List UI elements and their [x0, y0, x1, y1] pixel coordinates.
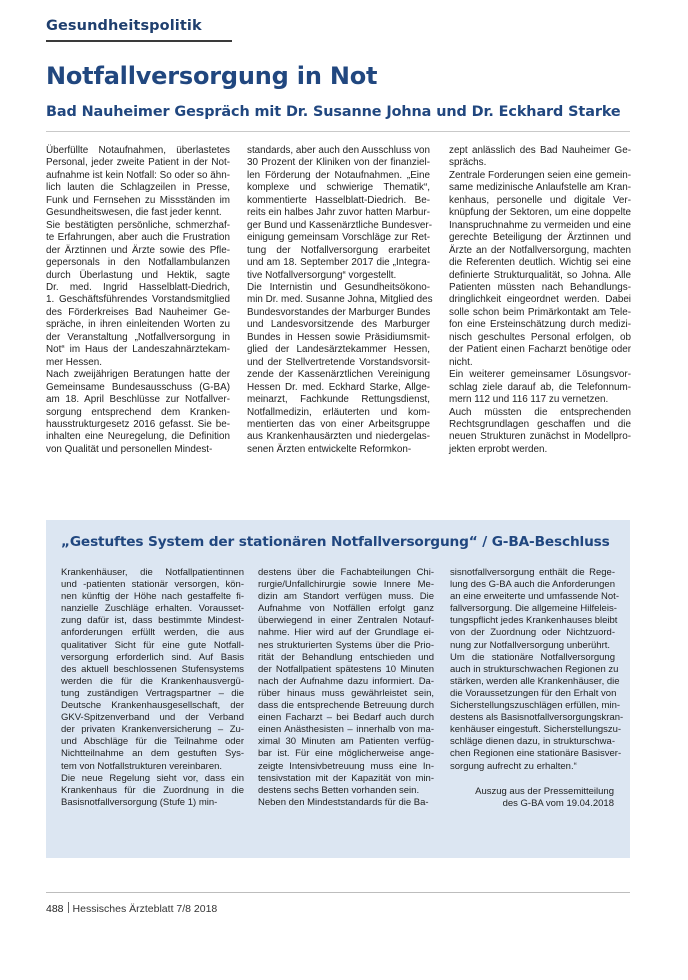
footer — [46, 902, 217, 915]
text-line: solle schon beim Primärkontakt am Tele- — [449, 306, 631, 318]
text-line: tung zuständigen Vertragspartner – die — [61, 687, 244, 699]
text-line: len Förderung der Notaufnahmen. „Eine — [247, 169, 430, 181]
text-line: der privaten Krankenversicherung – Zu- — [61, 724, 244, 736]
text-line: schläge dienen dazu, in strukturschwa- — [450, 736, 615, 748]
article-column-1 — [46, 145, 230, 456]
text-line: versorgung erforderlich sind. Auf Basis — [61, 651, 244, 663]
text-line: tungspflicht jedes Krankenhauses bleibt — [450, 615, 618, 627]
text-line: zeigte Intensivbetreuung muss eine In- — [258, 760, 434, 772]
info-box — [46, 520, 630, 858]
text-line: nach der Aufnahme dazu informiert. Da- — [258, 675, 434, 687]
text-line: ximal 30 Minuten am Patienten verfüg- — [258, 736, 434, 748]
text-line: destens über die Fachabteilungen Chi- — [258, 567, 434, 578]
text-line: sorgung aufrecht zu erhalten.“ — [450, 760, 577, 772]
text-line: Nach zweijährigen Beratungen hatte der — [46, 369, 230, 381]
text-line: der Patient einen Facharzt benötige oder — [449, 344, 631, 356]
section-label: Gesundheitspolitik — [46, 18, 202, 34]
text-line: dizin am Standort verfügen muss. Die — [258, 591, 434, 603]
text-line: rurgie/Unfallchirurgie sowie Innere Me- — [258, 579, 434, 591]
text-line: Auch müssten die entsprechenden — [449, 406, 631, 418]
text-line: Rechtsgrundlagen geschaffen und die — [449, 418, 631, 430]
text-line: nung zur Notfallversorgung unberührt. — [450, 639, 611, 651]
text-line: kommentierte Hasselblatt-Diedrich. Be- — [247, 194, 430, 206]
text-line: zung dafür ist, dass bestimmte Mindest- — [61, 615, 244, 627]
text-line: mern 112 und 116 117 zu vernetzen. — [449, 394, 609, 406]
text-line: einen Facharzt – bei Bedarf auch durch — [258, 712, 434, 724]
text-line: des Förderkreises Bad Nauheimer Ge- — [46, 306, 230, 318]
text-line: spräche, in ihren einleitenden Worten zu — [46, 319, 230, 331]
text-line: Die neue Regelung sieht vor, dass ein — [61, 772, 244, 784]
text-line: knüpfung der Sektoren, um eine doppelte — [449, 207, 631, 219]
text-line: ger Bund und Kassenärztliche Bundesver- — [247, 219, 432, 231]
text-line: meinarzt, Fachkunde Rettungsdienst, — [247, 394, 430, 406]
text-line: und am 18. September 2017 die „Integra- — [247, 257, 430, 269]
headline: Notfallversorgung in Not — [46, 62, 378, 90]
text-line: nahme. Hier wird auf der Grundlage ei- — [258, 627, 434, 639]
text-line: Neben den Mindeststandards für die Ba- — [258, 796, 429, 808]
text-line: anforderungen erfüllt werden, die aus — [61, 627, 244, 639]
page-number: 488 — [46, 903, 64, 915]
text-line: GKV-Spitzenverband und der Verband — [61, 712, 244, 724]
text-line: nen künftig der Höhe nach gestaffelte fi- — [61, 591, 244, 603]
text-line: Nichtteilnahme an dem gestuften Sys- — [61, 748, 244, 760]
source-line-2: des G-BA vom 19.04.2018 — [502, 798, 614, 810]
text-line: lung des G-BA auch die Anforderungen — [450, 579, 615, 591]
info-box-column-3 — [450, 567, 624, 773]
text-line: die Voraussetzungen für den Erhalt von — [450, 687, 617, 699]
text-line: Notfallmedizin, erläuterten und kom- — [247, 406, 430, 418]
text-line: Sie bestätigten persönliche, schmerzhaf- — [46, 219, 230, 231]
text-line: Gesundheitswesen, die fast jeder kennt. — [46, 207, 222, 219]
text-line: Sicherstellungszuschlägen erfüllen, min- — [450, 700, 621, 712]
text-line: senen Ärzten entwickelte Reformkon- — [247, 443, 412, 455]
text-line: tem von Notfallstrukturen vereinbaren. — [61, 760, 223, 772]
text-line: aus Krankenhausärzten und niedergelas- — [247, 431, 430, 443]
text-line: durch Überlastung und Hektik, sagte — [46, 269, 230, 281]
subheadline: Bad Nauheimer Gespräch mit Dr. Susanne Johna und Dr. Eckhard Starke — [46, 104, 621, 120]
text-line: von der Zuordnung oder Nichtzuord- — [450, 627, 615, 639]
text-line: schlag ziele darauf ab, die Telefonnum- — [449, 381, 631, 393]
text-line: kenhaus, personelle und digitale Ver- — [449, 194, 631, 206]
text-line: destens als Basisnotfallversorgungskran- — [450, 712, 624, 724]
text-line: kenhäuser eingestuft. Sicherstellungszu- — [450, 724, 622, 736]
text-line: der Notfallpatient spätestens 10 Minuten — [258, 663, 434, 675]
text-line: von Qualität und personellen Mindest- — [46, 443, 213, 455]
text-line: überwiegend in einer Zentralen Notauf- — [258, 615, 434, 627]
text-line: tive Notfallversorgung“ vorgestellt. — [247, 269, 397, 281]
text-line: an eine erweiterte und umfassende Not- — [450, 591, 619, 603]
text-line: einigung gemeinsam Vorschläge zur Ret- — [247, 232, 430, 244]
text-line: te Erfahrungen, aber auch die Frustration — [46, 232, 230, 244]
text-line: sorgung entsprechend dem Kranken- — [46, 406, 230, 418]
text-line: tung der Notfallversorgung erarbeitet — [247, 244, 430, 256]
text-line: qualitativer Sicht für eine gute Notfall- — [61, 639, 244, 651]
text-line: tensivstation mit der Kapazität von min- — [258, 772, 434, 784]
text-line: Ein weiterer gemeinsamer Lösungsvor- — [449, 369, 631, 381]
text-line: stärken, werden alle Krankenhäuser, die — [450, 675, 620, 687]
text-line: der Ärztinnen und Ärzte sowie des Pfle- — [46, 244, 230, 256]
text-line: Ärzte an der Notfallversorgung, machten — [449, 244, 631, 256]
text-line: des aktuell beschlossenen Stufensystems — [61, 663, 244, 675]
text-line: sisnotfallversorgung enthält die Rege- — [450, 567, 615, 578]
text-line: und der Stellvertretende Vorstandsvorsit- — [247, 356, 430, 368]
info-box-column-2 — [258, 567, 434, 809]
info-box-title: „Gestuftes System der stationären Notfallversorgung“ / G-BA-Beschluss — [61, 534, 610, 550]
text-line: komplexe und schwierige Thematik“, — [247, 182, 430, 194]
text-line: fallversorgung. Die allgemeine Hilfeleis- — [450, 603, 617, 615]
text-line: nisch geschultes Personal erfolgen, ob — [449, 331, 631, 343]
text-line: rüber hinaus muss gewährleistet sein, — [258, 687, 434, 699]
text-line: definierte Strukturqualität, so Johna. Alle — [449, 269, 631, 281]
text-line: der Veranstaltung „Notfallversorgung in — [46, 331, 230, 343]
text-line: und -patienten stationär versorgen, kön- — [61, 579, 244, 591]
text-line: rität der Behandlung entschieden und — [258, 651, 434, 663]
text-line: inhalten eine Neuregelung, die Definition — [46, 431, 230, 443]
text-line: Krankenhaus für die Zuordnung in die — [61, 784, 244, 796]
text-line: die Referenten deutlich. Wichtig sei eine — [449, 257, 631, 269]
text-line: einen Anästhesisten – innerhalb von ma- — [258, 724, 434, 736]
text-line: zept anlässlich des Bad Nauheimer Ge- — [449, 145, 631, 156]
text-line: 1. Geschäftsführendes Vorstandsmitglied — [46, 294, 230, 306]
text-line: reits ein halbes Jahr zuvor hatten Marbur- — [247, 207, 430, 219]
text-line: Bundesvorstandes der Marburger Bundes — [247, 306, 431, 318]
text-line: aufnahme ist kein Notfall: So oder so ähn- — [46, 169, 230, 181]
text-line: Um die stationäre Notfallversorgung — [450, 651, 615, 663]
article-column-2 — [247, 145, 433, 456]
text-line: dass die entsprechende Betreuung durch — [258, 700, 434, 712]
text-line: Funk und Fernsehen zu Missständen im — [46, 194, 230, 206]
footer-separator — [68, 902, 69, 913]
text-line: dringlichkeit eingeordnet werden. Dabei — [449, 294, 631, 306]
text-line: Dr. med. Ingrid Hasselblatt-Diedrich, — [46, 281, 230, 293]
text-line: und Landesvorsitzende des Marburger — [247, 319, 430, 331]
text-line: Gemeinsame Bundesausschuss (G-BA) — [46, 381, 230, 393]
text-line: nanzielle Zuschläge erhalten. Vorausset- — [61, 603, 244, 615]
text-line: Überfüllte Notaufnahmen, überlastetes — [46, 145, 230, 156]
text-line: gepersonals in den Notfallambulanzen — [46, 257, 230, 269]
text-line: neuen Strukturen zunächst in Modellpro- — [449, 431, 631, 443]
text-line: Deutsche Krankenhausgesellschaft, der — [61, 700, 244, 712]
text-line: hausstrukturgesetz 2016 gefasst. Sie be- — [46, 418, 230, 430]
source-note — [475, 786, 614, 810]
footer-rule — [46, 892, 630, 893]
text-line: Hessen Dr. med. Eckhard Starke, Allge- — [247, 381, 430, 393]
text-line: Die Internistin und Gesundheitsökono- — [247, 281, 430, 293]
text-line: destens sechs Betten vorhanden sein. — [258, 784, 420, 796]
text-line: am 18. April Beschlüsse zur Notfallver- — [46, 394, 230, 406]
source-line-1: Auszug aus der Pressemitteilung — [475, 786, 614, 797]
text-line: werden die für die Krankenhausvergü- — [61, 675, 244, 687]
text-line: min Dr. med. Susanne Johna, Mitglied des — [247, 294, 433, 306]
text-line: jekten erprobt werden. — [449, 443, 548, 455]
text-line: sprächs. — [449, 157, 487, 169]
publication-name: Hessisches Ärzteblatt 7/8 2018 — [72, 903, 218, 915]
text-line: mentierten das von einer Arbeitsgruppe — [247, 418, 430, 430]
text-line: Aufnahme von Notfällen erfolgt ganz — [258, 603, 434, 615]
text-line: zende der Kassenärztlichen Vereinigung — [247, 369, 430, 381]
text-line: Personal, jeder zweite Patient in der Not- — [46, 157, 230, 169]
text-line: Bundes in Hessen sowie Präsidiumsmit- — [247, 331, 430, 343]
text-line: same medizinische Anlaufstelle am Kran- — [449, 182, 631, 194]
text-line: auch in strukturschwachen Regionen zu — [450, 663, 619, 675]
text-line: gerechte Beteiligung der Ärztinnen und — [449, 232, 631, 244]
text-line: chen Regionen eine stationäre Basisver- — [450, 748, 622, 760]
text-line: 30 Prozent der Kliniken von der finanziel- — [247, 157, 430, 169]
text-line: bar ist. Für eine möglicherweise ange- — [258, 748, 434, 760]
header-divider — [46, 131, 630, 132]
text-line: glied der Landesärztekammer Hessen, — [247, 344, 430, 356]
text-line: mer Hessen. — [46, 356, 102, 368]
text-line: nicht. — [449, 356, 473, 368]
text-line: Krankenhäuser, die Notfallpatientinnen — [61, 567, 244, 578]
text-line: Zentrale Forderungen seien eine gemein- — [449, 169, 631, 181]
text-line: Patienten müssten nach Behandlungs- — [449, 281, 631, 293]
text-line: Basisnotfallversorgung (Stufe 1) min- — [61, 796, 218, 808]
text-line: Inanspruchnahme zu vermeiden und eine — [449, 219, 631, 231]
text-line: lich lauten die Schlagzeilen in Presse, — [46, 182, 230, 194]
text-line: standards, aber auch den Ausschluss von — [247, 145, 430, 156]
text-line: Not“ im Haus der Landeszahnärztekam- — [46, 344, 230, 356]
info-box-column-1 — [61, 567, 244, 809]
text-line: nes strukturierten Systems über die Prio- — [258, 639, 434, 651]
text-line: und Abschläge für die Teilnahme oder — [61, 736, 244, 748]
article-column-3 — [449, 145, 631, 456]
text-line: fon eine Ersteinschätzung durch medizi- — [449, 319, 631, 331]
section-rule — [46, 40, 232, 42]
